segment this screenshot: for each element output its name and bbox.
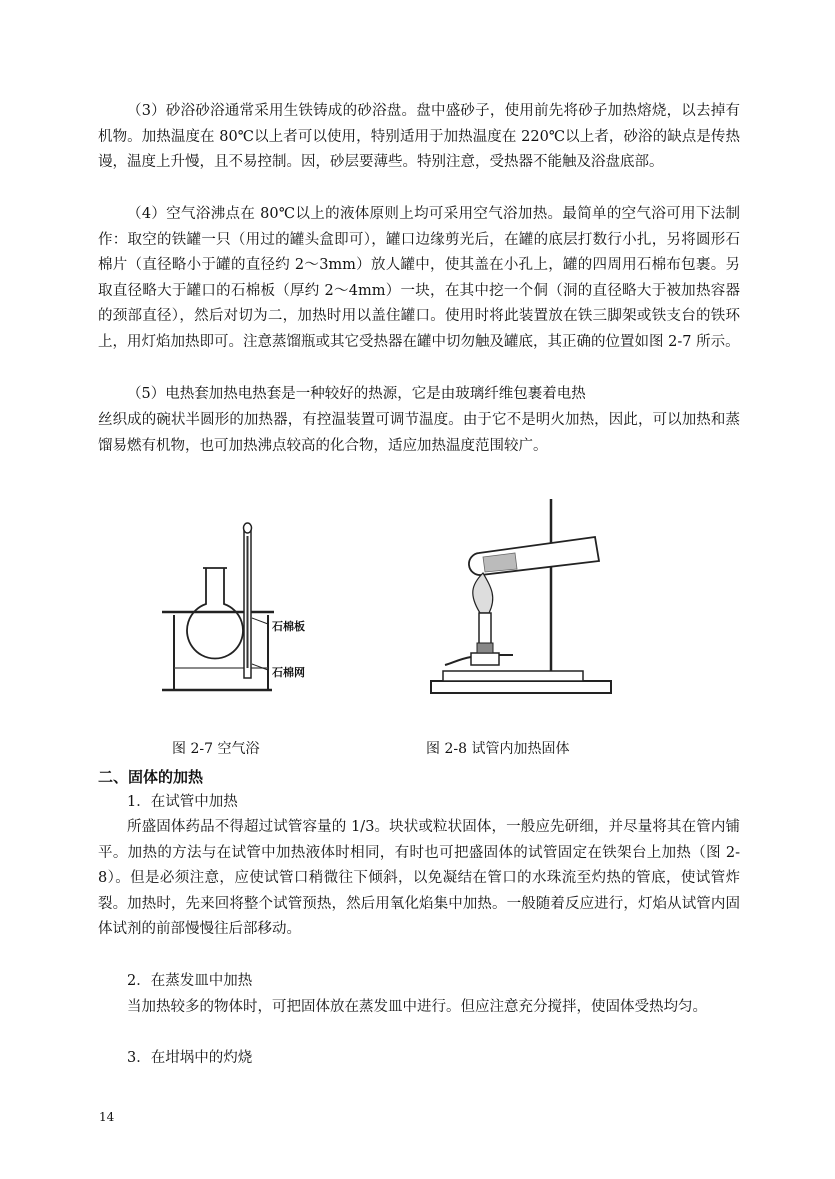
caption-figure-2-8: 图 2-8 试管内加热固体 [426,741,570,757]
test-tube-heating-illustration [425,495,615,700]
subheading-test-tube: 1．在试管中加热 [127,794,238,810]
caption-figure-2-7: 图 2-7 空气浴 [172,741,260,757]
label-asbestos-board: 石棉板 [272,620,305,633]
page-number: 14 [99,1110,115,1124]
paragraph-evaporating-dish: 当加热较多的物体时，可把固体放在蒸发皿中进行。但应注意充分搅拌，使固体受热均匀。 [127,999,707,1015]
paragraph-heating-mantle-first-line: （5）电热套加热电热套是一种较好的热源，它是由玻璃纤维包裹着电热 [127,386,586,402]
paragraph-air-bath: （4）空气浴沸点在 80℃以上的液体原则上均可采用空气浴加热。最简单的空气浴可用下法制作：取空的铁罐一只（用过的罐头盒即可），罐口边缘剪光后，在罐的底层打数行小扎，另将圆形石棉片（直径略小于罐的直径约 2～3mm）放人罐中，使其盖在小孔上，罐的四周用石棉布包裹。另取直径略大于罐口的石棉板（厚约 2～4mm）一块，在其中挖一个侗（洞的直径略大于被加热容器的颈部直径），然后对切为二，加热时用以盖住罐口。使用时将此装置放在铁三脚架或铁支台的铁环上，用灯焰加热即可。注意蒸馏瓶或其它受热器在罐中切勿触及罐底，其正确的位置如图 2-7 所示。 [98,206,740,350]
paragraph-heating-mantle: 丝织成的碗状半圆形的加热器，有控温装置可调节温度。由于它不是明火加热，因此，可以加热和蒸馏易燃有机物，也可加热沸点较高的化合物，适应加热温度范围较广。 [98,412,740,454]
subheading-crucible: 3．在坩埚中的灼烧 [127,1050,253,1066]
paragraph-sand-bath: （3）砂浴砂浴通常采用生铁铸成的砂浴盘。盘中盛砂子，使用前先将砂子加热熔烧，以去掉有机物。加热温度在 80℃以上者可以使用，特别适用于加热温度在 220℃以上者，砂浴的缺点是传热谩，温度上升慢，且不易控制。因，砂层要薄些。特别注意，受热器不能触及浴盘底部。 [98,103,740,171]
air-bath-illustration [140,518,340,708]
label-asbestos-net: 石棉网 [272,666,305,679]
section-heading: 二、固体的加热 [98,768,204,786]
paragraph-test-tube: 所盛固体药品不得超过试管容量的 1/3。块状或粒状固体，一般应先研细，并尽量将其在管内铺平。加热的方法与在试管中加热液体时相同，有时也可把盛固体的试管固定在铁架台上加热（图 2-8）。但是必须注意，应使试管口稍微往下倾斜，以免凝结在管口的水珠流至灼热的管底，使试管炸裂。加热时，先来回将整个试管预热，然后用氧化焰集中加热。一般随着反应进行，灯焰从试管内固体试剂的前部慢慢往后部移动。 [98,819,740,938]
figure-test-tube-heating [425,495,615,700]
figure-air-bath [140,518,340,708]
subheading-evaporating-dish: 2．在蒸发皿中加热 [127,973,253,989]
